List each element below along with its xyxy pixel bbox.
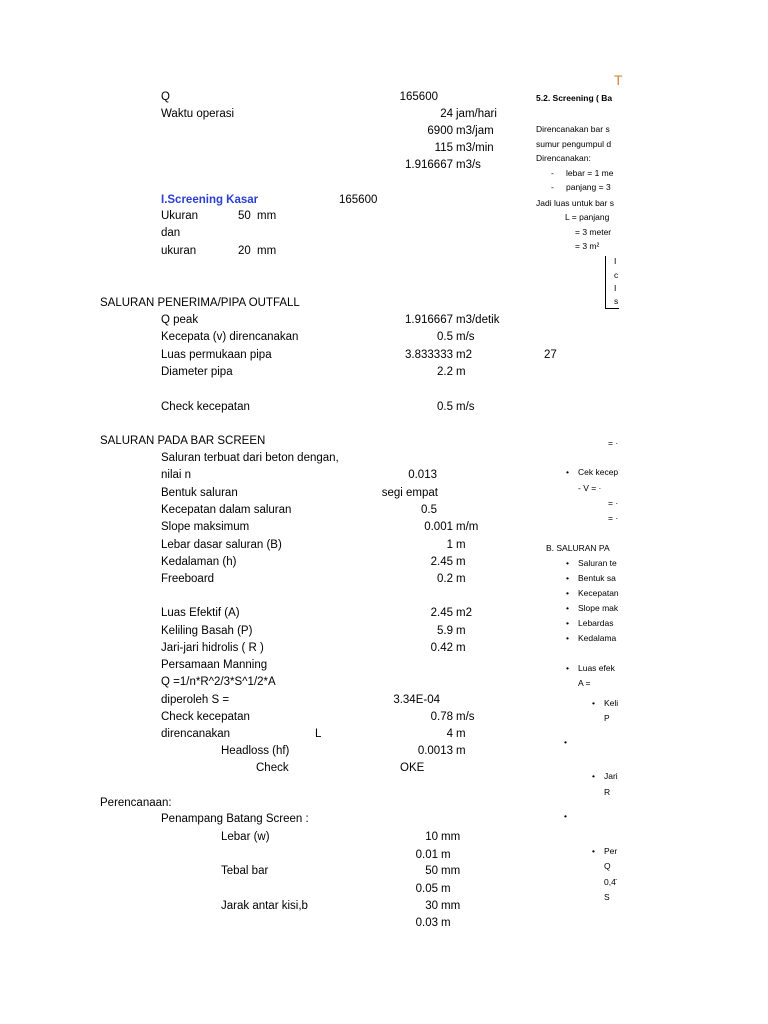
manning-formula: Q =1/n*R^2/3*S^1/2*A: [161, 676, 276, 688]
rp-l3: = 3 m²: [575, 241, 600, 251]
rp-p: P: [604, 713, 610, 723]
luas-efektif-value: 2.45: [430, 607, 453, 619]
rp-eq1: = ·: [608, 438, 619, 448]
diameter-unit: m: [456, 366, 466, 378]
check-kecepatan-value: 0.5: [437, 401, 453, 413]
r5-value: 1.916667: [405, 159, 453, 171]
lebar-w-label: Lebar (w): [221, 831, 270, 843]
saluran-desc: Saluran terbuat dari beton dengan,: [161, 452, 339, 464]
luas-extra: 27: [544, 349, 557, 361]
headloss-label: Headloss (hf): [221, 745, 290, 757]
ukuran1-unit: mm: [257, 210, 277, 222]
luas-efektif-unit: m2: [456, 607, 472, 619]
jarak2-unit: m: [441, 917, 451, 929]
lebar-dasar-unit: m: [456, 539, 466, 551]
jarak-label: Jarak antar kisi,b: [221, 900, 308, 912]
rp-b2: panjang = 3: [566, 182, 611, 192]
check-kecepatan2-unit: m/s: [456, 711, 475, 723]
waktu-unit: jam/hari: [456, 108, 497, 120]
direncanakan-value: 4: [446, 728, 453, 740]
kecepatan-label: Kecepata (v) direncanakan: [161, 331, 299, 343]
check-label: Check: [256, 762, 289, 774]
waktu-value: 24: [440, 108, 453, 120]
rp-i5: Lebardas: [578, 618, 614, 628]
saluran-bar-heading: SALURAN PADA BAR SCREEN: [100, 435, 266, 447]
jarak2-value: 0.03: [415, 917, 438, 929]
manning-label: Persamaan Manning: [161, 659, 268, 671]
rp-dot5: •: [566, 603, 569, 613]
kedalaman-unit: m: [456, 556, 466, 568]
nilai-n-label: nilai n: [161, 469, 192, 481]
keliling-unit: m: [456, 625, 466, 637]
rp-b2-dash: -: [551, 182, 554, 192]
nilai-n-value: 0.013: [408, 469, 437, 481]
rp-i1: Saluran te: [578, 558, 617, 568]
penampang-label: Penampang Batang Screen :: [161, 813, 309, 825]
slope-label: Slope maksimum: [161, 521, 250, 533]
lebar-dasar-label: Lebar dasar saluran (B): [161, 539, 282, 551]
jari-unit: m: [456, 642, 466, 654]
slope-unit: m/m: [456, 521, 479, 533]
rp-046: 0,4̈: [604, 877, 616, 887]
rp-cek: Cek kecep: [578, 467, 619, 477]
rp-p3: Direncanakan:: [536, 153, 591, 163]
rp-i2: Bentuk sa: [578, 573, 616, 583]
rp-l1: L = panjang: [565, 212, 610, 222]
bentuk-label: Bentuk saluran: [161, 487, 238, 499]
rp-v3: = ·: [608, 513, 619, 523]
luas-unit: m2: [456, 349, 472, 361]
rp-dot7: •: [566, 633, 569, 643]
rp-dot4: •: [566, 588, 569, 598]
kecepatan-value: 0.5: [437, 331, 453, 343]
tebal-value: 50: [425, 865, 438, 877]
rp-t: T: [614, 72, 623, 88]
check-kecepatan-unit: m/s: [456, 401, 475, 413]
kecepatan-saluran-value: 0.5: [421, 504, 437, 516]
direncanakan-label: direncanakan: [161, 728, 231, 740]
tebal2-value: 0.05: [415, 883, 438, 895]
slope-value: 0.001: [424, 521, 453, 533]
rp-luas: Luas efek: [578, 663, 615, 673]
check-kecepatan2-value: 0.78: [430, 711, 453, 723]
jari-label: Jari-jari hidrolis ( R ): [161, 642, 264, 654]
embedded-document-fragment: [534, 0, 640, 1024]
lebar-dasar-value: 1: [446, 539, 453, 551]
rp-i6: Kedalama: [578, 633, 617, 643]
r4-value: 115: [434, 142, 453, 154]
kecepatan-saluran-label: Kecepatan dalam saluran: [161, 504, 292, 516]
screening-kasar-title: I.Screening Kasar: [161, 194, 259, 206]
jarak-value: 30: [425, 900, 438, 912]
keliling-value: 5.9: [437, 625, 453, 637]
tebal2-unit: m: [441, 883, 451, 895]
rp-dot1: •: [566, 467, 569, 477]
rp-kel: Keli: [604, 698, 619, 708]
rp-v1: - V = ·: [578, 483, 602, 493]
rp-per: Per: [604, 846, 618, 856]
rp-r: R: [604, 787, 611, 797]
bracket-line-vertical: [605, 256, 606, 308]
rp-p2: sumur pengumpul d: [536, 139, 612, 149]
dan-label: dan: [161, 227, 181, 239]
lebar-w2-unit: m: [441, 849, 451, 861]
ukuran2-unit: mm: [257, 245, 277, 257]
rp-box2: c: [614, 270, 619, 280]
kecepatan-unit: m/s: [456, 331, 475, 343]
headloss-value: 0.0013: [417, 745, 453, 757]
headloss-unit: m: [456, 745, 466, 757]
r5-unit: m3/s: [456, 159, 481, 171]
jari-value: 0.42: [430, 642, 453, 654]
rp-dot9: •: [592, 698, 595, 708]
keliling-label: Keliling Basah (P): [161, 625, 253, 637]
rp-p4: Jadi luas untuk bar s: [536, 198, 614, 208]
diperoleh-value: 3.34E-04: [393, 694, 440, 706]
rp-dot12: •: [564, 811, 567, 821]
check-value: OKE: [400, 762, 425, 774]
kedalaman-label: Kedalaman (h): [161, 556, 237, 568]
rp-dot13: •: [592, 846, 595, 856]
rp-v2: = ·: [608, 498, 619, 508]
rp-box1: I: [614, 256, 617, 266]
lebar-w-value: 10: [425, 831, 438, 843]
check-kecepatan2-label: Check kecepatan: [161, 711, 250, 723]
freeboard-label: Freeboard: [161, 573, 215, 585]
qpeak-value: 1.916667: [405, 314, 453, 326]
direncanakan-mid: L: [315, 728, 322, 740]
q-label: Q: [161, 91, 170, 103]
diameter-label: Diameter pipa: [161, 366, 233, 378]
r3-value: 6900: [427, 125, 453, 137]
kedalaman-value: 2.45: [430, 556, 453, 568]
rp-box3: I: [614, 283, 617, 293]
rp-a-eq: A =: [578, 678, 591, 688]
rp-b1-dash: -: [551, 168, 554, 178]
rp-p1: Direncanakan bar s: [536, 124, 610, 134]
rp-box4: s: [614, 296, 619, 306]
waktu-label: Waktu operasi: [161, 108, 235, 120]
bracket-line-horizontal: [605, 308, 619, 309]
rp-sec-b: B. SALURAN PA: [546, 543, 610, 553]
diameter-value: 2.2: [437, 366, 453, 378]
rp-l2: = 3 meter: [575, 227, 612, 237]
rp-dot3: •: [566, 573, 569, 583]
freeboard-value: 0.2: [437, 573, 453, 585]
screening-kasar-value: 165600: [339, 194, 378, 206]
rp-title: 5.2. Screening ( Ba: [536, 93, 613, 103]
luas-label: Luas permukaan pipa: [161, 349, 272, 361]
rp-dot2: •: [566, 558, 569, 568]
rp-b1: lebar = 1 me: [566, 168, 614, 178]
ukuran2-value: 20: [238, 245, 251, 257]
ukuran1-value: 50: [238, 210, 251, 222]
ukuran1-label: Ukuran: [161, 210, 199, 222]
rp-i4: Slope mak: [578, 603, 619, 613]
rp-dot6: •: [566, 618, 569, 628]
qpeak-label: Q peak: [161, 314, 199, 326]
rp-q: Q: [604, 861, 611, 871]
rp-i3: Kecepatan: [578, 588, 619, 598]
lebar-w2-value: 0.01: [415, 849, 438, 861]
ukuran2-label: ukuran: [161, 245, 197, 257]
r3-unit: m3/jam: [456, 125, 494, 137]
tebal-label: Tebal bar: [221, 865, 269, 877]
rp-dot11: •: [592, 771, 595, 781]
qpeak-unit: m3/detik: [456, 314, 500, 326]
rp-jari: Jari: [604, 771, 618, 781]
luas-efektif-label: Luas Efektif (A): [161, 607, 240, 619]
bentuk-value: segi empat: [381, 487, 438, 499]
luas-value: 3.833333: [405, 349, 453, 361]
tebal-unit: mm: [441, 865, 461, 877]
r4-unit: m3/min: [456, 142, 494, 154]
diperoleh-label: diperoleh S =: [161, 694, 230, 706]
rp-dot10: •: [564, 737, 567, 747]
rp-dot8: •: [566, 663, 569, 673]
freeboard-unit: m: [456, 573, 466, 585]
saluran-penerima-heading: SALURAN PENERIMA/PIPA OUTFALL: [100, 297, 300, 309]
q-value: 165600: [399, 91, 438, 103]
perencanaan-heading: Perencanaan:: [100, 797, 172, 809]
jarak-unit: mm: [441, 900, 461, 912]
check-kecepatan-label: Check kecepatan: [161, 401, 250, 413]
lebar-w-unit: mm: [441, 831, 461, 843]
direncanakan-unit: m: [456, 728, 466, 740]
rp-s: S: [604, 892, 610, 902]
